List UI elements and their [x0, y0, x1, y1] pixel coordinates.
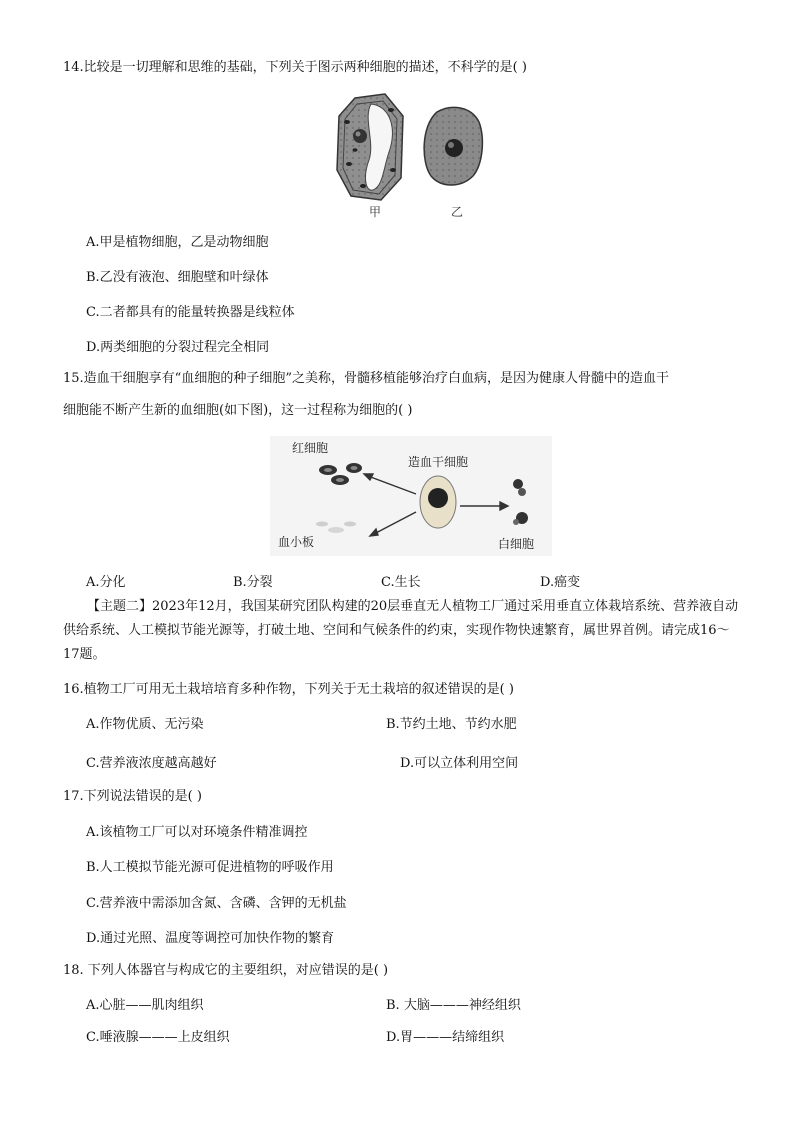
q17-option-c: C.营养液中需添加含氮、含磷、含钾的无机盐 [86, 896, 347, 911]
q15-stem-line1: 15.造血干细胞享有“血细胞的种子细胞”之美称，骨髓移植能够治疗白血病，是因为健康人骨髓中的造血干 [63, 371, 669, 386]
q18-option-a: A.心脏——肌肉组织 [86, 998, 204, 1013]
q14-option-c: C.二者都具有的能量转换器是线粒体 [86, 305, 295, 320]
plant-cell-drawing [337, 94, 403, 200]
platelets-label: 血小板 [278, 535, 315, 549]
q15-option-a: A.分化 [86, 575, 126, 590]
q17-option-b: B.人工模拟节能光源可促进植物的呼吸作用 [86, 860, 334, 875]
q16-option-b: B.节约土地、节约水肥 [386, 717, 517, 732]
q15-option-d: D.癌变 [540, 575, 581, 590]
q14-option-a: A.甲是植物细胞，乙是动物细胞 [86, 235, 269, 250]
red-cells-label: 红细胞 [292, 441, 329, 455]
q16-option-a: A.作物优质、无污染 [86, 717, 204, 732]
q16-stem: 16.植物工厂可用无土栽培培育多种作物，下列关于无土栽培的叙述错误的是( ) [63, 682, 514, 697]
q17-option-a: A.该植物工厂可以对环境条件精准调控 [86, 825, 308, 840]
q18-stem: 18. 下列人体器官与构成它的主要组织，对应错误的是( ) [63, 963, 389, 978]
q14-option-d: D.两类细胞的分裂过程完全相同 [86, 340, 270, 355]
plant-cell-label: 甲 [369, 205, 382, 219]
q15-stem-line2: 细胞能不断产生新的血细胞(如下图)，这一过程称为细胞的( ) [63, 403, 413, 418]
white-cells-label: 白细胞 [498, 537, 535, 551]
q16-option-c: C.营养液浓度越高越好 [86, 756, 217, 771]
q18-option-b: B. 大脑———神经组织 [386, 998, 521, 1013]
q14-stem: 14.比较是一切理解和思维的基础，下列关于图示两种细胞的描述，不科学的是( ) [63, 60, 527, 75]
stem-cell-differentiation-image [270, 436, 552, 556]
q17-option-d: D.通过光照、温度等调控可加快作物的繁育 [86, 931, 335, 946]
cell-comparison-image [333, 90, 485, 222]
animal-cell-label: 乙 [451, 205, 464, 219]
cell-comparison-figure [333, 90, 485, 222]
q14-option-b: B.乙没有液泡、细胞壁和叶绿体 [86, 270, 269, 285]
q15-option-c: C.生长 [381, 575, 421, 590]
q16-option-d: D.可以立体利用空间 [400, 756, 519, 771]
theme2-intro: 【主题二】2023年12月，我国某研究团队构建的20层垂直无人植物工厂通过采用垂直立体栽培系统、营养液自动供给系统、人工模拟节能光源等，打破土地、空间和气候条件的约束，实现作物快速繁育，属世界首例。请完成16～17题。 [63, 599, 739, 662]
q17-stem: 17.下列说法错误的是( ) [63, 789, 202, 804]
q15-option-b: B.分裂 [233, 575, 273, 590]
stem-cell-differentiation-figure [270, 436, 552, 556]
q18-option-d: D.胃———结缔组织 [386, 1030, 505, 1045]
q18-option-c: C.唾液腺———上皮组织 [86, 1030, 230, 1045]
stem-cell-label: 造血干细胞 [408, 455, 469, 469]
animal-cell-drawing [424, 107, 482, 185]
